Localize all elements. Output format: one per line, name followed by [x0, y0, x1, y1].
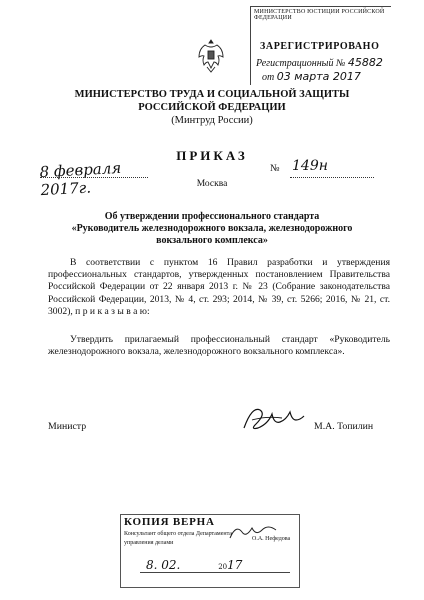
copy-stamp-year-prefix: 20 — [218, 563, 228, 571]
registration-number: 45882 — [347, 56, 383, 69]
registration-ministry: МИНИСТЕРСТВО ЮСТИЦИИ РОССИЙСКОЙ ФЕДЕРАЦИИ — [254, 9, 385, 21]
registration-number-line — [256, 56, 396, 69]
signatory-title: Министр — [48, 421, 87, 432]
copy-stamp-title: КОПИЯ ВЕРНА — [124, 516, 215, 528]
registration-date-line — [262, 70, 392, 83]
copy-stamp-position-line2: управления делами — [124, 540, 174, 546]
registration-status: ЗАРЕГИСТРИРОВАНО — [260, 41, 380, 52]
order-number: 149н — [292, 158, 328, 174]
copy-stamp-date-underline — [140, 572, 290, 573]
registration-date-prefix: от — [262, 72, 275, 83]
order-subject — [50, 211, 374, 247]
order-number-underline — [290, 177, 374, 178]
copy-stamp-name: О.А. Нефедова — [252, 536, 291, 542]
registration-number-label: Регистрационный № — [256, 58, 346, 69]
order-number-sign: № — [270, 163, 280, 174]
body-paragraph-1: В соответствии с пунктом 16 Правил разработки и утверждения профессиональных стандартов, утвержденных постановлением Правительства Российской Федерации от 22 января 2013 г. № 23 (Собрание законодательства Российской Федерации, 2013, № 4, ст. 293; 2014, № 39, ст. 5266; 2016, № 21, ст. 3002), п р и к а з ы в а ю: — [48, 257, 390, 317]
copy-stamp-date-day: 8. 02. — [146, 558, 181, 572]
copy-stamp-year-suffix: 17 — [227, 558, 243, 572]
copy-stamp-date — [146, 558, 242, 572]
ministry-name-line2: РОССИЙСКОЙ ФЕДЕРАЦИИ — [138, 102, 286, 113]
coat-of-arms-icon — [196, 36, 226, 76]
order-subject-line1: Об утверждении профессионального стандарта — [104, 211, 320, 222]
order-city: Москва — [196, 179, 228, 189]
order-date-underline — [40, 177, 148, 178]
copy-stamp-signature-icon — [226, 520, 280, 546]
order-subject-line3: вокзального комплекса» — [156, 235, 268, 246]
signatory-name: М.А. Топилин — [314, 421, 374, 432]
order-title: ПРИКАЗ — [176, 148, 248, 163]
ministry-short-name: (Минтруд России) — [171, 115, 253, 126]
body-paragraph-2: Утвердить прилагаемый профессиональный стандарт «Руководитель железнодорожного вокзала, железнодорожного вокзального комплекса». — [48, 334, 390, 358]
order-date: 8 февраля 2017г. — [39, 158, 122, 200]
copy-stamp-position-line1: Консультант общего отдела Департамента — [124, 531, 232, 537]
ministry-name — [60, 88, 364, 114]
order-subject-line2: «Руководитель железнодорожного вокзала, железнодорожного — [71, 223, 353, 234]
handwritten-signature-icon — [238, 400, 308, 440]
registration-date: 03 марта 2017 — [276, 70, 361, 83]
ministry-name-line1: МИНИСТЕРСТВО ТРУДА И СОЦИАЛЬНОЙ ЗАЩИТЫ — [74, 89, 350, 100]
